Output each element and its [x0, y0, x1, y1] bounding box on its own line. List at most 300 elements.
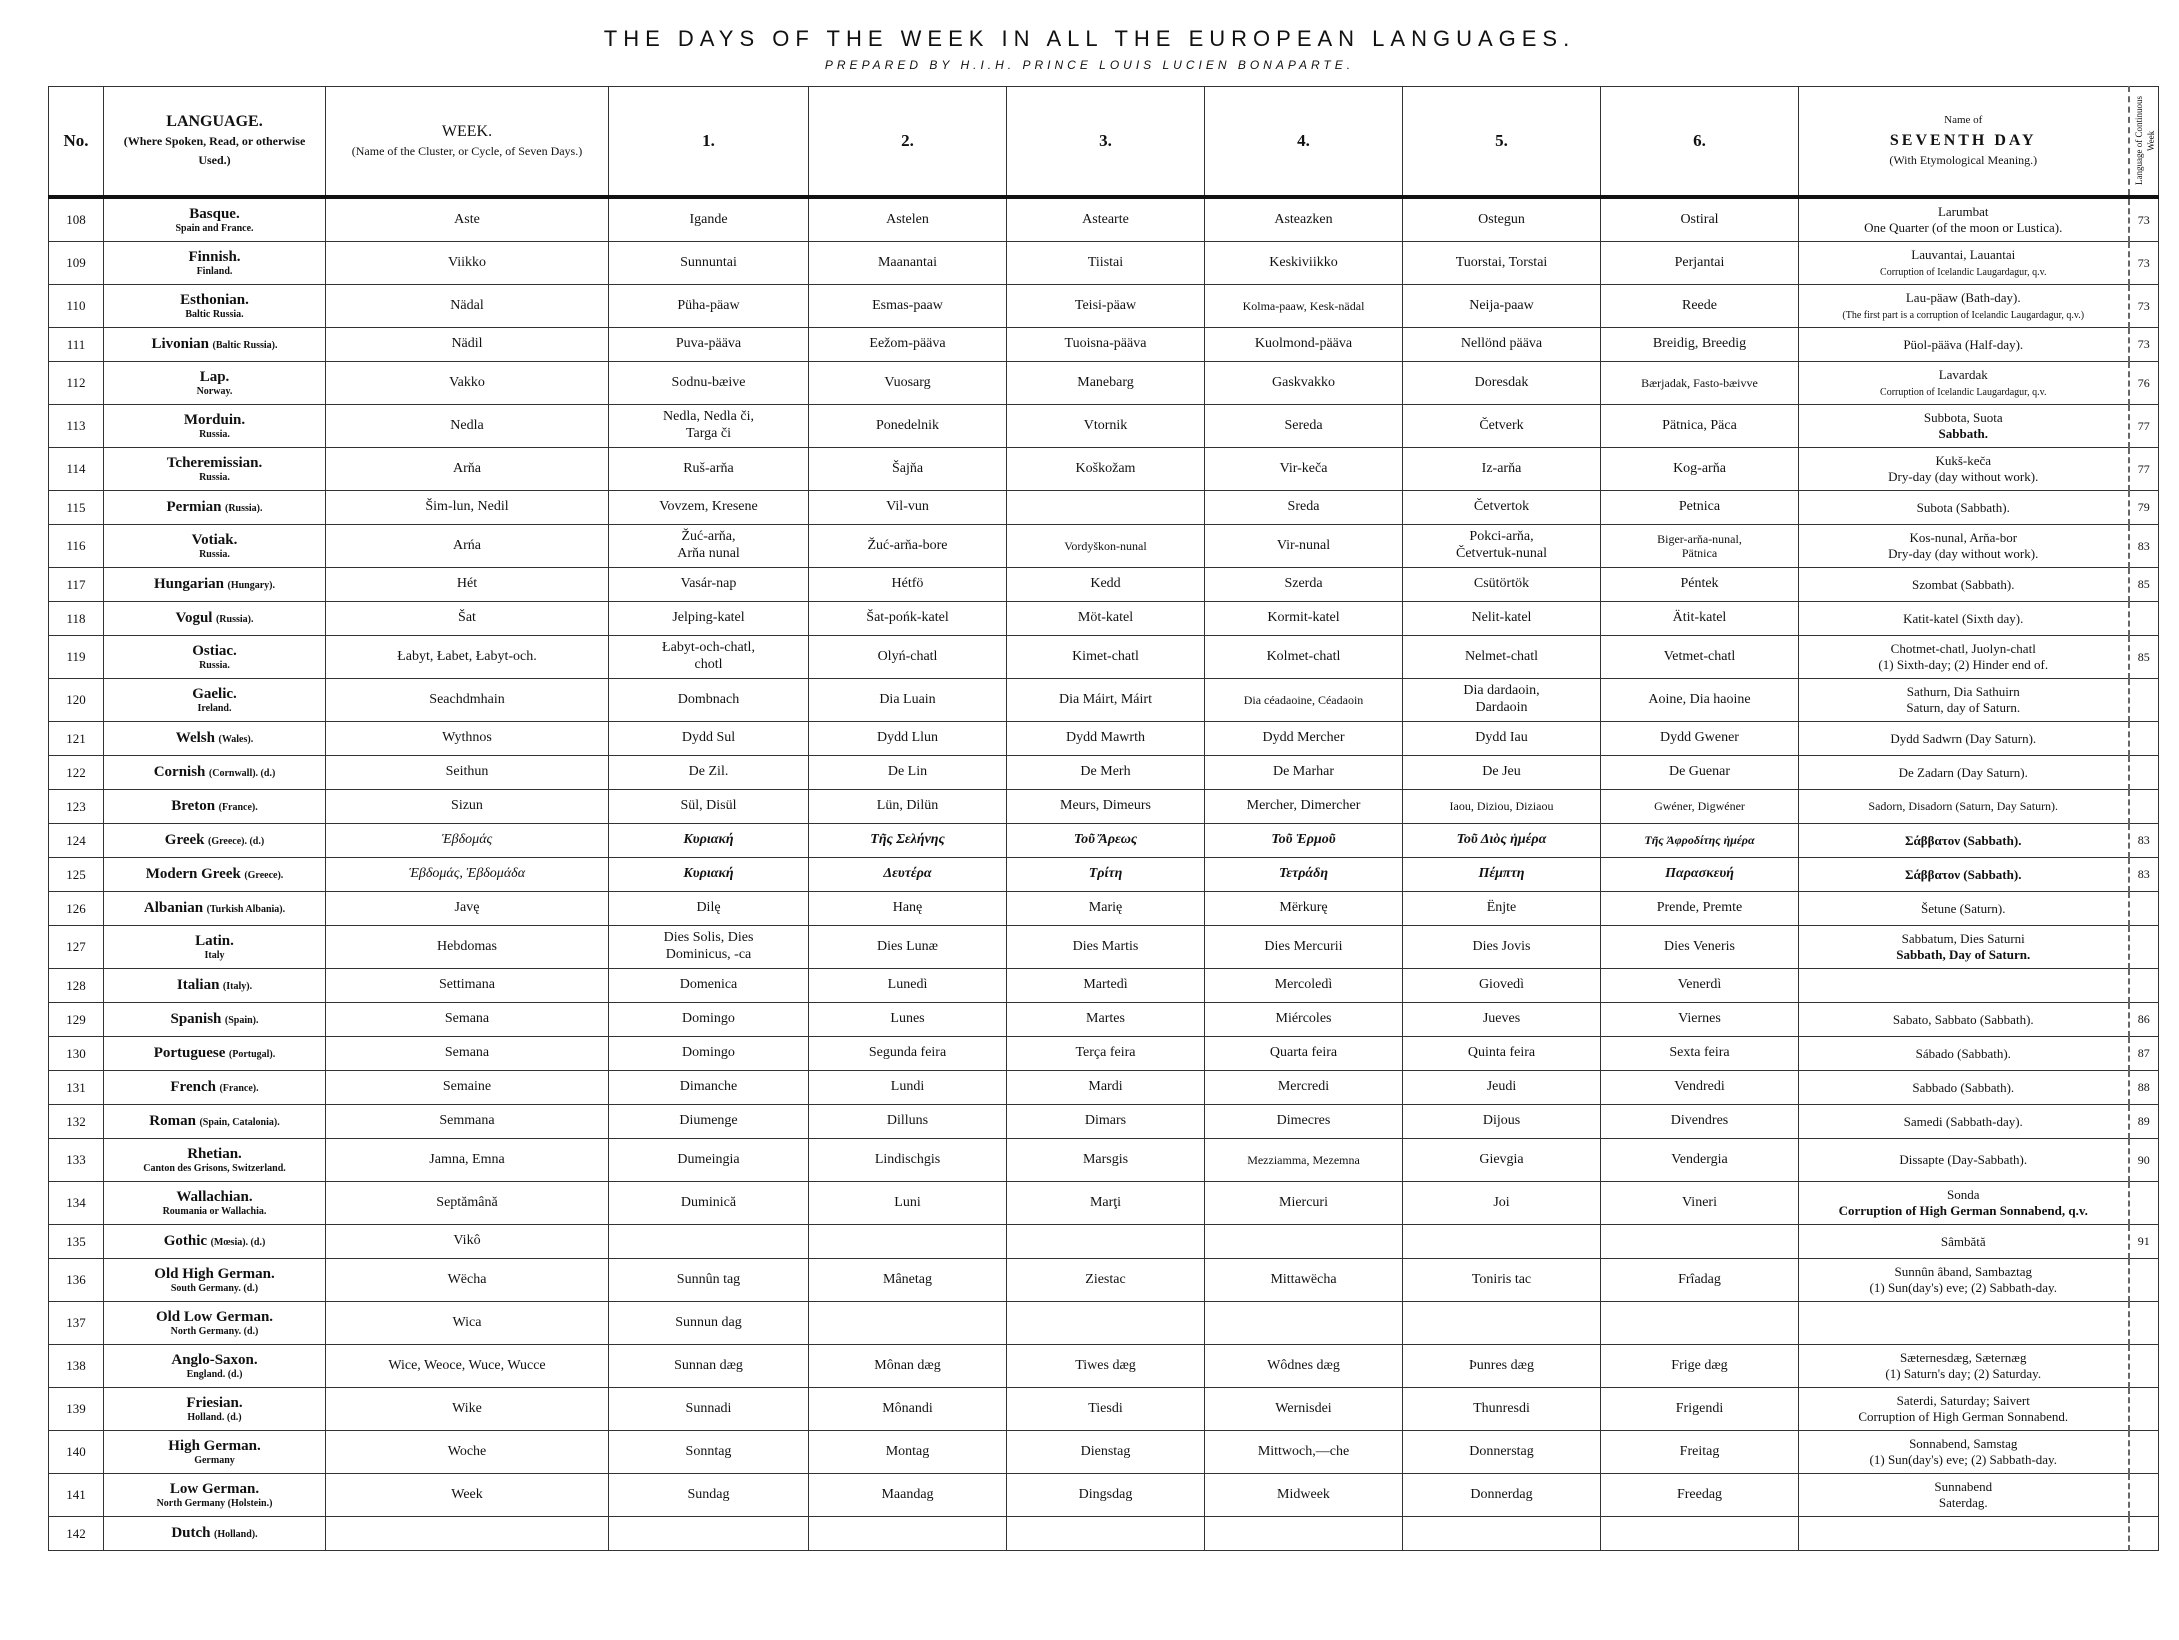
language-region: (France). [219, 1083, 259, 1095]
language-region: (Spain). [224, 1015, 259, 1027]
day-3-cell: Marsgis [1007, 1139, 1205, 1182]
day-2-cell [809, 1517, 1007, 1551]
day-3-cell: Tiesdi [1007, 1388, 1205, 1431]
day-6-cell: Bærjadak, Fasto-bæivve [1601, 362, 1799, 405]
row-number: 133 [49, 1139, 104, 1182]
day-1-cell: Sunnûn tag [609, 1259, 809, 1302]
language-cell [104, 1517, 326, 1551]
table-row [49, 1105, 2159, 1139]
day-1-cell: Sül, Disül [609, 790, 809, 824]
day-3-cell [1007, 1302, 1205, 1345]
day-2-cell: Δευτέρα [809, 858, 1007, 892]
day-6-cell: Frîadag [1601, 1259, 1799, 1302]
day-3-cell: Dia Máirt, Máirt [1007, 679, 1205, 722]
language-cell [104, 1071, 326, 1105]
day-4-cell: Wôdnes dæg [1205, 1345, 1403, 1388]
row-number: 110 [49, 285, 104, 328]
seventh-day-meaning: Corruption of Icelandic Laugardagur, q.v. [1880, 386, 2047, 398]
language-region: (Hungary). [227, 580, 276, 592]
day-5-cell: Csütörtök [1403, 568, 1601, 602]
table-row [49, 491, 2159, 525]
day-4-cell: Mercher, Dimercher [1205, 790, 1403, 824]
day-3-cell [1007, 491, 1205, 525]
seventh-day-meaning: Dry-day (day without work). [1888, 469, 2039, 484]
day-3-cell: Dienstag [1007, 1431, 1205, 1474]
seventh-day-meaning: (The first part is a corruption of Icelandic Laugardagur, q.v.) [1842, 309, 2085, 321]
seventh-day-name: Lavardak [1938, 367, 1988, 383]
day-6-cell: Ostiral [1601, 197, 1799, 242]
day-6-cell: Τῆς Ἀφροδίτης ἡμέρα [1601, 824, 1799, 858]
language-region: (Spain, Catalonia). [199, 1117, 280, 1129]
week-cell: Semaine [326, 1071, 609, 1105]
day-4-cell: Midweek [1205, 1474, 1403, 1517]
day-3-cell: Tuoisna-pääva [1007, 328, 1205, 362]
day-1-cell: Domingo [609, 1037, 809, 1071]
week-cell: Week [326, 1474, 609, 1517]
language-name: Anglo-Saxon. [171, 1352, 258, 1369]
language-region: Russia. [199, 471, 230, 483]
day-5-cell [1403, 1225, 1601, 1259]
day-2-cell: Mônandi [809, 1388, 1007, 1431]
day-1-cell: Sunnuntai [609, 242, 809, 285]
seventh-day-meaning: (1) Sun(day's) eve; (2) Sabbath-day. [1869, 1452, 2057, 1467]
day-2-cell: Maandag [809, 1474, 1007, 1517]
language-region: Canton des Grisons, Switzerland. [143, 1162, 286, 1174]
row-number: 132 [49, 1105, 104, 1139]
language-name: Roman [149, 1113, 196, 1130]
table-body [49, 197, 2159, 1551]
day-6-cell: Vetmet-chatl [1601, 636, 1799, 679]
day-5-cell: Giovedì [1403, 969, 1601, 1003]
ref-cell [2129, 892, 2159, 926]
row-number: 127 [49, 926, 104, 969]
day-3-cell: Ziestac [1007, 1259, 1205, 1302]
language-cell [104, 362, 326, 405]
seventh-day-name: Sabbado (Sabbath). [1912, 1079, 2015, 1095]
week-cell: Seithun [326, 756, 609, 790]
language-cell [104, 568, 326, 602]
ref-cell [2129, 756, 2159, 790]
col-header-language [104, 87, 326, 198]
table-row [49, 1259, 2159, 1302]
language-region: Ireland. [197, 702, 232, 714]
day-1-cell: Puva-pääva [609, 328, 809, 362]
day-2-cell: Τῆς Σελήνης [809, 824, 1007, 858]
week-cell: Hét [326, 568, 609, 602]
day-5-cell [1403, 525, 1601, 568]
ref-cell: 88 [2129, 1071, 2159, 1105]
day-5-cell: Doresdak [1403, 362, 1601, 405]
language-region: (Russia). [224, 503, 263, 515]
language-cell [104, 1474, 326, 1517]
page-title: THE DAYS OF THE WEEK IN ALL THE EUROPEAN LANGUAGES. [603, 26, 1576, 51]
language-name: Modern Greek [145, 866, 241, 883]
language-cell [104, 969, 326, 1003]
day-3-cell: Mardi [1007, 1071, 1205, 1105]
day-4-cell: Mittawëcha [1205, 1259, 1403, 1302]
seventh-day-cell [1799, 1474, 2129, 1517]
col-header-day-2: 2. [809, 87, 1007, 198]
row-number: 139 [49, 1388, 104, 1431]
language-name: Albanian [143, 900, 204, 917]
seventh-day-cell [1799, 328, 2129, 362]
language-name: Gothic [163, 1233, 208, 1250]
day-1-cell [609, 525, 809, 568]
day-1-cell: Sundag [609, 1474, 809, 1517]
language-cell [104, 1105, 326, 1139]
day-1-cell [609, 1517, 809, 1551]
table-row [49, 756, 2159, 790]
seventh-day-cell [1799, 1037, 2129, 1071]
language-name: Votiak. [191, 532, 238, 549]
seventh-day-name: Sábado (Sabbath). [1915, 1045, 2011, 1061]
day-2-cell: Žuć-arňa-bore [809, 525, 1007, 568]
week-cell: Arńa [326, 525, 609, 568]
seventh-day-name: Szombat (Sabbath). [1911, 576, 2015, 592]
language-name: Welsh [175, 730, 215, 747]
seventh-day-name: Kos-nunal, Arňa-bor [1909, 530, 2018, 546]
day-1-line1: Žuć-arňa, [681, 529, 736, 545]
ref-cell [2129, 926, 2159, 969]
day-5-line2: Četvertuk-nunal [1456, 546, 1547, 561]
day-5-cell: Nelit-katel [1403, 602, 1601, 636]
language-region: England. (d.) [186, 1368, 243, 1380]
day-5-cell: Joi [1403, 1182, 1601, 1225]
day-2-cell: Dies Lunæ [809, 926, 1007, 969]
ref-cell [2129, 722, 2159, 756]
row-number: 119 [49, 636, 104, 679]
week-cell: Arňa [326, 448, 609, 491]
days-of-week-table [48, 86, 2159, 1551]
row-number: 141 [49, 1474, 104, 1517]
day-5-cell: Iaou, Diziou, Diziaou [1403, 790, 1601, 824]
week-cell: Šat [326, 602, 609, 636]
language-region: (Russia). [215, 614, 254, 626]
week-cell: Semana [326, 1037, 609, 1071]
day-6-cell: Perjantai [1601, 242, 1799, 285]
ref-cell: 83 [2129, 525, 2159, 568]
week-cell: Nädil [326, 328, 609, 362]
day-5-cell: Tuorstai, Torstai [1403, 242, 1601, 285]
row-number: 136 [49, 1259, 104, 1302]
seventh-day-cell [1799, 1259, 2129, 1302]
seventh-day-cell [1799, 892, 2129, 926]
row-number: 121 [49, 722, 104, 756]
col-header-week [326, 87, 609, 198]
day-3-cell: Martes [1007, 1003, 1205, 1037]
day-6-cell: Freitag [1601, 1431, 1799, 1474]
day-6-cell: Aoine, Dia haoine [1601, 679, 1799, 722]
language-region: Finland. [196, 265, 233, 277]
day-2-cell: De Lin [809, 756, 1007, 790]
week-cell: Vikô [326, 1225, 609, 1259]
ref-cell: 86 [2129, 1003, 2159, 1037]
day-1-cell: Dimanche [609, 1071, 809, 1105]
day-2-cell: Dilluns [809, 1105, 1007, 1139]
day-1-cell: Jelping-katel [609, 602, 809, 636]
seventh-day-name: Sonnabend, Samstag [1909, 1436, 2018, 1452]
week-cell: Łabyt, Łabet, Łabyt-och. [326, 636, 609, 679]
day-6-cell: Reede [1601, 285, 1799, 328]
row-number: 124 [49, 824, 104, 858]
day-4-cell: Mittwoch,—che [1205, 1431, 1403, 1474]
row-number: 135 [49, 1225, 104, 1259]
ref-cell [2129, 602, 2159, 636]
day-6-cell: De Guenar [1601, 756, 1799, 790]
seventh-day-cell [1799, 362, 2129, 405]
language-name: Ostiac. [192, 643, 237, 660]
day-5-cell: Dies Jovis [1403, 926, 1601, 969]
language-region: North Germany (Holstein.) [156, 1497, 273, 1509]
day-5-cell: Donnerdag [1403, 1474, 1601, 1517]
language-name: Low German. [169, 1481, 260, 1498]
day-3-cell: Martedì [1007, 969, 1205, 1003]
language-cell [104, 491, 326, 525]
day-6-cell: Kog-arňa [1601, 448, 1799, 491]
table-row [49, 926, 2159, 969]
week-cell: Jamna, Emna [326, 1139, 609, 1182]
language-region: Baltic Russia. [185, 308, 244, 320]
table-row [49, 197, 2159, 242]
day-1-cell: Sodnu-bæive [609, 362, 809, 405]
seventh-day-meaning: Corruption of Icelandic Laugardagur, q.v. [1880, 266, 2047, 278]
day-4-cell [1205, 1225, 1403, 1259]
day-1-cell: Dumeingia [609, 1139, 809, 1182]
language-name: Greek [164, 832, 205, 849]
day-6-cell [1601, 1302, 1799, 1345]
week-cell: Vakko [326, 362, 609, 405]
day-4-cell: Sereda [1205, 405, 1403, 448]
language-name: Tcheremissian. [166, 455, 263, 472]
day-6-cell: Sexta feira [1601, 1037, 1799, 1071]
day-2-cell: Lunes [809, 1003, 1007, 1037]
seventh-day-cell [1799, 1388, 2129, 1431]
language-cell [104, 1139, 326, 1182]
day-5-cell: Dijous [1403, 1105, 1601, 1139]
day-5-cell: Gievgia [1403, 1139, 1601, 1182]
day-5-cell: De Jeu [1403, 756, 1601, 790]
day-1-line2: chotl [694, 657, 723, 672]
day-2-cell: Vuosarg [809, 362, 1007, 405]
row-number: 122 [49, 756, 104, 790]
day-5-cell: Ostegun [1403, 197, 1601, 242]
seventh-day-meaning: (1) Sun(day's) eve; (2) Sabbath-day. [1869, 1280, 2057, 1295]
language-name: Cornish [153, 764, 206, 781]
day-5-cell: Τοῦ Διὸς ἡμέρα [1403, 824, 1601, 858]
table-row [49, 405, 2159, 448]
day-4-cell: Vir-nunal [1205, 525, 1403, 568]
table-row [49, 824, 2159, 858]
day-2-cell: Dia Luain [809, 679, 1007, 722]
day-4-cell: Asteazken [1205, 197, 1403, 242]
table-header-row [49, 87, 2159, 198]
day-6-cell: Frigendi [1601, 1388, 1799, 1431]
language-cell [104, 926, 326, 969]
day-1-cell: Dombnach [609, 679, 809, 722]
col-header-language-note: (Where Spoken, Read, or otherwise Used.) [123, 134, 306, 167]
day-6-line1: Biger-arňa-nunal, [1657, 531, 1742, 546]
day-6-cell [1601, 1517, 1799, 1551]
row-number: 118 [49, 602, 104, 636]
row-number: 114 [49, 448, 104, 491]
day-3-cell: Astearte [1007, 197, 1205, 242]
day-1-line1: Dies Solis, Dies [663, 930, 754, 946]
language-cell [104, 242, 326, 285]
day-1-line2: Dominicus, -ca [665, 947, 752, 962]
seventh-day-cell [1799, 1182, 2129, 1225]
table-row [49, 1037, 2159, 1071]
day-4-cell [1205, 1302, 1403, 1345]
language-name: Livonian [151, 336, 210, 353]
row-number: 125 [49, 858, 104, 892]
seventh-day-name: Sabbatum, Dies Saturni [1901, 931, 2025, 947]
day-1-cell: Diumenge [609, 1105, 809, 1139]
seventh-day-name: Larumbat [1937, 204, 1989, 220]
table-row [49, 1474, 2159, 1517]
seventh-day-cell [1799, 790, 2129, 824]
day-4-cell: Dia céadaoine, Céadaoin [1205, 679, 1403, 722]
day-4-cell: Kormit-katel [1205, 602, 1403, 636]
day-5-cell: Donnerstag [1403, 1431, 1601, 1474]
day-3-cell [1007, 1225, 1205, 1259]
day-3-cell: Τοῦ Ἄρεως [1007, 824, 1205, 858]
language-cell [104, 722, 326, 756]
week-cell: Semana [326, 1003, 609, 1037]
language-region: Norway. [196, 385, 233, 397]
language-region: Russia. [199, 659, 230, 671]
day-6-cell: Dydd Gwener [1601, 722, 1799, 756]
row-number: 112 [49, 362, 104, 405]
day-3-cell: Dimars [1007, 1105, 1205, 1139]
day-2-cell: Mânetag [809, 1259, 1007, 1302]
day-1-cell: Κυριακή [609, 858, 809, 892]
day-1-cell [609, 405, 809, 448]
day-5-cell: Nelmet-chatl [1403, 636, 1601, 679]
day-4-cell: Quarta feira [1205, 1037, 1403, 1071]
week-cell: Seachdmhain [326, 679, 609, 722]
seventh-day-meaning: (1) Saturn's day; (2) Saturday. [1885, 1366, 2042, 1381]
day-2-cell: Šajňa [809, 448, 1007, 491]
day-1-line1: Łabyt-och-chatl, [662, 640, 755, 656]
table-row [49, 1225, 2159, 1259]
day-1-cell: Domenica [609, 969, 809, 1003]
day-1-cell [609, 1225, 809, 1259]
day-2-cell: Esmas-paaw [809, 285, 1007, 328]
ref-cell: 85 [2129, 636, 2159, 679]
week-cell [326, 1517, 609, 1551]
language-name: Italian [176, 977, 220, 994]
seventh-day-cell [1799, 525, 2129, 568]
seventh-day-cell [1799, 1003, 2129, 1037]
day-2-cell: Ponedelnik [809, 405, 1007, 448]
day-5-cell: Þunres dæg [1403, 1345, 1601, 1388]
week-cell: Ἑβδομάς, Ἑβδομάδα [326, 858, 609, 892]
language-cell [104, 405, 326, 448]
seventh-day-cell [1799, 1225, 2129, 1259]
day-4-cell: Τετράδη [1205, 858, 1403, 892]
language-cell [104, 197, 326, 242]
seventh-day-name: Saterdi, Saturday; Saivert [1896, 1393, 2030, 1409]
day-2-cell: Hétfö [809, 568, 1007, 602]
language-region: (Mœsia). (d.) [210, 1237, 266, 1249]
table-row [49, 1388, 2159, 1431]
day-4-cell: Dies Mercurii [1205, 926, 1403, 969]
language-name: Latin. [195, 933, 234, 950]
day-2-cell: Olyń-chatl [809, 636, 1007, 679]
day-1-line2: Targa či [685, 426, 731, 441]
col-header-day-5: 5. [1403, 87, 1601, 198]
day-3-cell: Dingsdag [1007, 1474, 1205, 1517]
ref-cell [2129, 790, 2159, 824]
row-number: 137 [49, 1302, 104, 1345]
day-3-cell: Dydd Mawrth [1007, 722, 1205, 756]
table-row [49, 1003, 2159, 1037]
day-5-cell: Četvertok [1403, 491, 1601, 525]
week-cell: Viikko [326, 242, 609, 285]
day-4-cell: Keskiviikko [1205, 242, 1403, 285]
day-6-cell: Divendres [1601, 1105, 1799, 1139]
seventh-day-cell [1799, 448, 2129, 491]
day-5-cell [1403, 1517, 1601, 1551]
ref-cell: 73 [2129, 197, 2159, 242]
seventh-day-meaning: Sabbath. [1938, 426, 1988, 441]
seventh-day-cell [1799, 679, 2129, 722]
language-cell [104, 285, 326, 328]
row-number: 111 [49, 328, 104, 362]
seventh-day-meaning: One Quarter (of the moon or Lustica). [1864, 220, 2063, 235]
day-3-cell: Teisi-päaw [1007, 285, 1205, 328]
language-cell [104, 448, 326, 491]
table-row [49, 602, 2159, 636]
day-5-cell [1403, 1302, 1601, 1345]
seventh-day-name: Sæternesdæg, Sæternæg [1900, 1350, 2027, 1366]
day-5-cell: Neija-paaw [1403, 285, 1601, 328]
language-cell [104, 858, 326, 892]
row-number: 134 [49, 1182, 104, 1225]
table-row [49, 328, 2159, 362]
ref-cell [2129, 1431, 2159, 1474]
table-row [49, 892, 2159, 926]
seventh-day-name: Šetune (Saturn). [1921, 900, 2006, 916]
seventh-day-cell [1799, 1302, 2129, 1345]
seventh-day-name: Σάββατον (Sabbath). [1905, 866, 2022, 882]
seventh-day-meaning: Sabbath, Day of Saturn. [1896, 947, 2031, 962]
language-name: Permian [166, 499, 222, 516]
day-1-cell: Sonntag [609, 1431, 809, 1474]
seventh-day-cell [1799, 568, 2129, 602]
language-region: (Wales). [218, 734, 254, 746]
seventh-day-cell [1799, 1345, 2129, 1388]
col-header-day-1: 1. [609, 87, 809, 198]
seventh-day-cell [1799, 242, 2129, 285]
day-3-cell: Marię [1007, 892, 1205, 926]
day-5-cell: Πέμπτη [1403, 858, 1601, 892]
seventh-day-meaning: Corruption of High German Sonnabend. [1858, 1409, 2069, 1424]
day-5-cell: Četverk [1403, 405, 1601, 448]
seventh-day-name: Sadorn, Disadorn (Saturn, Day Saturn). [1868, 799, 2059, 814]
seventh-day-name: Sabato, Sabbato (Sabbath). [1892, 1011, 2034, 1027]
day-4-cell: Mërkurę [1205, 892, 1403, 926]
seventh-day-name: Kukš-keča [1935, 453, 1992, 469]
ref-cell [2129, 1302, 2159, 1345]
seventh-day-cell [1799, 1139, 2129, 1182]
col-header-seventh-line3: (With Etymological Meaning.) [1889, 152, 2038, 167]
day-1-cell: Dilę [609, 892, 809, 926]
language-cell [104, 1259, 326, 1302]
day-2-cell: Hanę [809, 892, 1007, 926]
table-row [49, 1345, 2159, 1388]
language-cell [104, 602, 326, 636]
